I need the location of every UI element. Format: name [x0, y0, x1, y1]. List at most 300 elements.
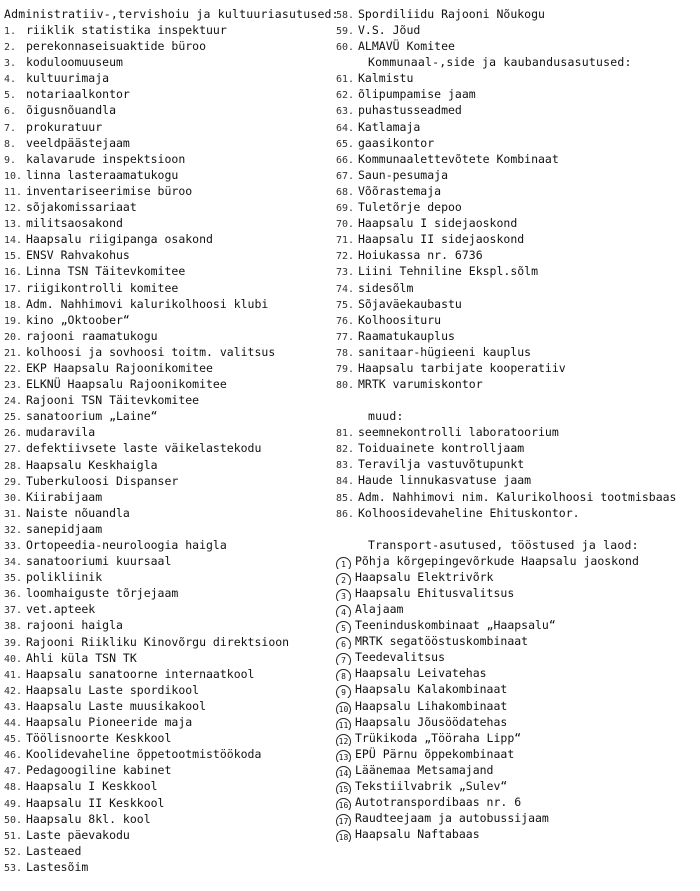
item-number: 85.: [336, 492, 355, 504]
item-number: 53.: [4, 862, 23, 874]
item-label: Saun-pesumaja: [358, 167, 449, 182]
item-number: 19.: [4, 315, 23, 327]
list-item: [336, 633, 698, 649]
list-item: [336, 553, 698, 569]
item-number: 65.: [336, 138, 355, 150]
item-label: loomhaiguste tõrjejaam: [26, 586, 179, 601]
list-item: [4, 102, 340, 118]
item-label: gaasikontor: [358, 135, 435, 150]
item-number: 20.: [4, 331, 23, 343]
item-label: Tekstiilvabrik „Sulev“: [355, 779, 508, 794]
list-item: [4, 666, 340, 682]
item-label: õlipumpamise jaam: [358, 87, 476, 102]
item-number: 12.: [4, 203, 23, 215]
item-label: Tuberkuloosi Dispanser: [26, 473, 179, 488]
circled-number: 13: [336, 750, 351, 762]
item-label: vet.apteek: [26, 602, 96, 617]
item-label: sanatoorium „Laine“: [26, 409, 158, 424]
item-label: Haapsalu Elektrivõrk: [355, 569, 494, 584]
list-item: [4, 682, 340, 698]
item-label: Liini Tehniline Ekspl.sõlm: [358, 264, 539, 279]
list-item: [4, 199, 340, 215]
item-label: Adm. Nahhimovi kalurikolhoosi klubi: [26, 296, 269, 311]
item-number: 46.: [4, 750, 23, 762]
item-number: 36.: [4, 589, 23, 601]
item-label: linna lasteraamatukogu: [26, 167, 179, 182]
list-item: [336, 681, 698, 697]
list-item: [4, 408, 340, 424]
item-label: Läänemaa Metsamajand: [355, 762, 494, 777]
list-item: [4, 714, 340, 730]
item-label: sidesõlm: [358, 280, 414, 295]
item-label: Haapsalu tarbijate kooperatiiv: [358, 360, 566, 375]
item-number: 4.: [4, 74, 17, 86]
item-number: 41.: [4, 669, 23, 681]
circled-number: 15: [336, 782, 351, 794]
item-label: polikliinik: [26, 570, 103, 585]
item-label: seemnekontrolli laboratoorium: [358, 425, 559, 440]
list-item: [4, 730, 340, 746]
item-label: Raamatukauplus: [358, 328, 455, 343]
item-number: 78.: [336, 347, 355, 359]
admin-cont-list: [336, 6, 698, 54]
item-number: 68.: [336, 186, 355, 198]
item-label: defektiivsete laste väikelastekodu: [26, 441, 262, 456]
item-number: 67.: [336, 170, 355, 182]
list-item: [336, 167, 698, 183]
item-number: 70.: [336, 219, 355, 231]
list-item: [4, 795, 340, 811]
item-number: 40.: [4, 653, 23, 665]
list-item: [4, 617, 340, 633]
spacer: [336, 521, 698, 537]
item-number: 7.: [4, 122, 17, 134]
list-item: [4, 183, 340, 199]
item-number: 52.: [4, 846, 23, 858]
list-item: [336, 730, 698, 746]
item-number: 42.: [4, 685, 23, 697]
list-item: [4, 859, 340, 875]
list-item: [4, 231, 340, 247]
item-number: 15.: [4, 251, 23, 263]
list-item: [4, 344, 340, 360]
list-item: [4, 247, 340, 263]
item-label: Kommunaalettevõtete Kombinaat: [358, 151, 559, 166]
list-item: [336, 665, 698, 681]
list-item: [336, 199, 698, 215]
list-item: [336, 328, 698, 344]
list-item: [4, 698, 340, 714]
circled-number: 8: [336, 669, 351, 681]
item-label: Haapsalu Ehitusvalitsus: [355, 585, 515, 600]
item-number: 72.: [336, 251, 355, 263]
item-number: 17.: [4, 283, 23, 295]
item-number: 58.: [336, 10, 355, 21]
list-item: [4, 22, 340, 38]
item-label: Haapsalu riigipanga osakond: [26, 232, 213, 247]
item-label: puhastusseadmed: [358, 103, 462, 118]
item-label: Haapsalu Jõusöödatehas: [355, 714, 508, 729]
item-number: 59.: [336, 26, 355, 38]
item-label: kino „Oktoober“: [26, 312, 130, 327]
item-label: ALMAVÜ Komitee: [358, 39, 455, 54]
list-item: [336, 102, 698, 118]
list-item: [4, 569, 340, 585]
item-number: 84.: [336, 476, 355, 488]
list-item: [4, 280, 340, 296]
item-number: 32.: [4, 524, 23, 536]
item-label: Teravilja vastuvõtupunkt: [358, 457, 525, 472]
item-label: Alajaam: [355, 602, 404, 616]
item-number: 5.: [4, 90, 17, 102]
list-item: [4, 746, 340, 762]
item-label: Teeninduskombinaat „Haapsalu“: [355, 618, 556, 633]
list-item: [4, 151, 340, 167]
list-item: [336, 826, 698, 842]
list-item: [336, 424, 698, 440]
circled-number: 11: [336, 718, 351, 730]
item-number: 26.: [4, 428, 23, 440]
list-item: [4, 135, 340, 151]
item-label: Toiduainete kontrolljaam: [358, 441, 525, 456]
item-label: Teedevalitsus: [355, 650, 446, 665]
item-label: Haapsalu Lihakombinaat: [355, 698, 508, 713]
list-item: [4, 263, 340, 279]
item-label: Kolhoosituru: [358, 312, 442, 327]
list-item: [4, 827, 340, 843]
list-item: [336, 440, 698, 456]
list-item: [4, 505, 340, 521]
item-label: Haapsalu Kalakombinaat: [355, 682, 508, 697]
circled-number: 12: [336, 734, 351, 746]
list-item: [4, 778, 340, 794]
item-number: 69.: [336, 203, 355, 215]
item-number: 23.: [4, 380, 23, 392]
list-item: [4, 312, 340, 328]
item-number: 45.: [4, 734, 23, 746]
item-number: 43.: [4, 701, 23, 713]
item-number: 77.: [336, 331, 355, 343]
list-item: [336, 489, 698, 505]
list-item: [4, 762, 340, 778]
item-label: Haapsalu 8kl. kool: [26, 811, 151, 826]
item-number: 74.: [336, 283, 355, 295]
item-label: Haapsalu Laste spordikool: [26, 682, 200, 697]
circled-number: 14: [336, 766, 351, 778]
circled-number: 7: [336, 653, 351, 665]
item-label: Sõjaväekaubastu: [358, 296, 462, 311]
list-item: [336, 70, 698, 86]
item-label: Laste päevakodu: [26, 827, 130, 842]
list-item: [4, 328, 340, 344]
list-item: [4, 167, 340, 183]
item-label: Kolhoosidevaheline Ehituskontor.: [358, 505, 580, 520]
list-item: [336, 746, 698, 762]
list-item: [336, 569, 698, 585]
item-label: Trükikoda „Tööraha Lipp“: [355, 730, 522, 745]
item-label: Linna TSN Täitevkomitee: [26, 264, 186, 279]
item-label: Haapsalu II sidejaoskond: [358, 232, 525, 247]
item-label: sanitaar-hügieeni kauplus: [358, 344, 532, 359]
item-label: Kalmistu: [358, 71, 414, 86]
list-item: [336, 344, 698, 360]
item-label: Haapsalu Keskhaigla: [26, 457, 158, 472]
item-number: 80.: [336, 380, 355, 392]
item-label: V.S. Jõud: [358, 23, 421, 38]
item-label: Haapsalu Leivatehas: [355, 666, 487, 681]
list-item: [4, 585, 340, 601]
list-item: [336, 215, 698, 231]
item-number: 6.: [4, 106, 17, 118]
item-number: 34.: [4, 557, 23, 569]
item-number: 13.: [4, 219, 23, 231]
list-item: [4, 634, 340, 650]
item-label: Hoiukassa nr. 6736: [358, 248, 483, 263]
admin-list: [4, 22, 340, 875]
item-label: Autotranspordibaas nr. 6: [355, 795, 522, 810]
item-number: 60.: [336, 42, 355, 54]
list-item: [4, 489, 340, 505]
item-number: 49.: [4, 798, 23, 810]
list-item: [336, 360, 698, 376]
item-number: 2.: [4, 42, 17, 54]
list-item: [4, 360, 340, 376]
section-title-communal: Kommunaal-,side ja kaubandusasutused:: [368, 55, 632, 70]
list-item: [336, 86, 698, 102]
list-item: [336, 312, 698, 328]
item-number: 39.: [4, 637, 23, 649]
item-label: Kiirabijaam: [26, 489, 103, 504]
item-number: 35.: [4, 573, 23, 585]
list-item: [336, 649, 698, 665]
item-label: riiklik statistika inspektuur: [26, 23, 227, 37]
item-number: 51.: [4, 830, 23, 842]
item-label: Rajooni Riikliku Kinovõrgu direktsioon: [26, 634, 290, 649]
item-label: Võõrastemaja: [358, 183, 442, 198]
list-item: [336, 698, 698, 714]
circled-number: 16: [336, 798, 351, 810]
item-label: riigikontrolli komitee: [26, 280, 179, 295]
list-item: [336, 472, 698, 488]
item-label: Raudteejaam ja autobussijaam: [355, 811, 549, 826]
item-label: Haapsalu sanatoorne internaatkool: [26, 666, 255, 681]
item-label: Lasteaed: [26, 843, 82, 858]
item-label: Põhja kõrgepingevõrkude Haapsalu jaoskond: [355, 553, 639, 568]
item-number: 79.: [336, 363, 355, 375]
list-item: [4, 457, 340, 473]
circled-number: 1: [336, 557, 351, 569]
item-label: MRTK varumiskontor: [358, 377, 483, 392]
item-number: 3.: [4, 58, 17, 70]
list-item: [336, 714, 698, 730]
item-number: 81.: [336, 428, 355, 440]
list-item: [4, 601, 340, 617]
item-label: sõjakomissariaat: [26, 200, 137, 215]
item-label: Rajooni TSN Täitevkomitee: [26, 393, 200, 408]
item-label: sanatooriumi kuursaal: [26, 554, 172, 569]
item-number: 10.: [4, 170, 23, 182]
item-number: 33.: [4, 541, 23, 552]
list-item: [336, 183, 698, 199]
list-item: [336, 263, 698, 279]
item-number: 28.: [4, 460, 23, 472]
item-number: 47.: [4, 766, 23, 778]
item-number: 27.: [4, 444, 23, 456]
circled-number: 18: [336, 830, 351, 842]
item-number: 62.: [336, 90, 355, 102]
item-label: EKP Haapsalu Rajoonikomitee: [26, 360, 213, 375]
list-item: [4, 473, 340, 489]
item-label: EPÜ Pärnu õppekombinaat: [355, 746, 515, 761]
item-number: 14.: [4, 235, 23, 247]
list-item: [4, 376, 340, 392]
circled-number: 2: [336, 573, 351, 585]
item-label: Katlamaja: [358, 119, 421, 134]
list-item: [336, 119, 698, 135]
list-item: [336, 778, 698, 794]
item-label: ELKNÜ Haapsalu Rajoonikomitee: [26, 377, 227, 392]
item-number: 71.: [336, 235, 355, 247]
list-item: [336, 38, 698, 54]
item-label: MRTK segatööstuskombinaat: [355, 634, 529, 649]
circled-number: 9: [336, 685, 351, 697]
list-item: [4, 650, 340, 666]
list-item: [336, 810, 698, 826]
item-label: Haapsalu I sidejaoskond: [358, 216, 518, 231]
list-item: [336, 762, 698, 778]
item-label: Tuletõrje depoo: [358, 200, 462, 215]
item-number: 82.: [336, 444, 355, 456]
item-label: Haapsalu Naftabaas: [355, 827, 480, 842]
list-item: [4, 392, 340, 408]
item-number: 1.: [4, 26, 17, 37]
item-number: 16.: [4, 267, 23, 279]
item-label: õigusnõuandla: [26, 103, 117, 118]
item-number: 75.: [336, 299, 355, 311]
item-number: 30.: [4, 492, 23, 504]
circled-number: 17: [336, 814, 351, 826]
list-item: [336, 585, 698, 601]
item-number: 31.: [4, 508, 23, 520]
item-number: 83.: [336, 460, 355, 472]
list-item: [336, 22, 698, 38]
list-item: [4, 70, 340, 86]
circled-number: 3: [336, 589, 351, 601]
list-item: [336, 505, 698, 521]
circled-number: 6: [336, 637, 351, 649]
list-item: [4, 521, 340, 537]
list-item: [336, 376, 698, 392]
list-item: [336, 280, 698, 296]
item-label: Lastesõim: [26, 859, 89, 874]
item-number: 76.: [336, 315, 355, 327]
item-label: mudaravila: [26, 425, 96, 440]
list-item: [4, 215, 340, 231]
item-label: Haapsalu Pioneeride maja: [26, 715, 193, 730]
item-label: Koolidevaheline õppetootmistöökoda: [26, 747, 262, 762]
item-number: 44.: [4, 718, 23, 730]
item-number: 61.: [336, 74, 355, 86]
item-label: Ahli küla TSN TK: [26, 650, 137, 665]
item-number: 66.: [336, 154, 355, 166]
section-title-admin: Administratiiv-,tervishoiu ja kultuuriasutused:: [4, 7, 339, 21]
item-label: kolhoosi ja sovhoosi toitm. valitsus: [26, 344, 276, 359]
item-label: Haapsalu II Keskkool: [26, 795, 165, 810]
item-number: 64.: [336, 122, 355, 134]
item-label: inventariseerimise büroo: [26, 183, 193, 198]
item-number: 73.: [336, 267, 355, 279]
list-item: [336, 617, 698, 633]
item-label: veeldpäästejaam: [26, 135, 130, 150]
item-number: 21.: [4, 347, 23, 359]
item-number: 63.: [336, 106, 355, 118]
item-label: Haude linnukasvatuse jaam: [358, 473, 532, 488]
list-item: [336, 231, 698, 247]
item-label: Ortopeedia-neuroloogia haigla: [26, 538, 227, 552]
item-label: notariaalkontor: [26, 87, 130, 102]
item-label: kalavarude inspektsioon: [26, 151, 186, 166]
item-label: sanepidjaam: [26, 521, 103, 536]
item-number: 37.: [4, 605, 23, 617]
list-item: [336, 151, 698, 167]
item-number: 22.: [4, 363, 23, 375]
list-item: [4, 424, 340, 440]
item-label: rajooni haigla: [26, 618, 123, 633]
list-item: [4, 811, 340, 827]
other-list: [336, 424, 698, 521]
list-item: [336, 6, 698, 22]
list-item: [4, 54, 340, 70]
item-number: 9.: [4, 154, 17, 166]
list-item: [336, 296, 698, 312]
item-number: 11.: [4, 186, 23, 198]
item-label: Haapsalu Laste muusikakool: [26, 698, 207, 713]
circled-number: 10: [336, 702, 351, 714]
communal-list: [336, 70, 698, 392]
left-column: [4, 6, 340, 875]
item-label: ENSV Rahvakohus: [26, 248, 130, 263]
right-column: [336, 6, 698, 842]
circled-number: 4: [336, 605, 351, 617]
section-title-other: muud:: [368, 409, 404, 424]
circled-number: 5: [336, 621, 351, 633]
item-number: 29.: [4, 476, 23, 488]
item-label: kultuurimaja: [26, 71, 110, 86]
list-item: [4, 38, 340, 54]
transport-list: [336, 553, 698, 843]
list-item: [4, 553, 340, 569]
item-label: Töölisnoorte Keskkool: [26, 731, 172, 746]
list-item: [4, 296, 340, 312]
spacer: [336, 392, 698, 408]
item-number: 86.: [336, 508, 355, 520]
item-number: 48.: [4, 782, 23, 794]
item-label: perekonnaseisuaktide büroo: [26, 39, 207, 54]
list-item: [4, 119, 340, 135]
item-label: Spordiliidu Rajooni Nõukogu: [358, 7, 545, 21]
list-item: [336, 456, 698, 472]
section-title-transport: Transport-asutused, tööstused ja laod:: [368, 537, 639, 552]
list-item: [4, 537, 340, 553]
item-number: 18.: [4, 299, 23, 311]
item-label: Naiste nõuandla: [26, 505, 130, 520]
list-item: [4, 86, 340, 102]
item-label: militsaosakond: [26, 216, 123, 231]
list-item: [4, 440, 340, 456]
list-item: [336, 135, 698, 151]
item-number: 24.: [4, 396, 23, 408]
item-label: prokuratuur: [26, 119, 103, 134]
